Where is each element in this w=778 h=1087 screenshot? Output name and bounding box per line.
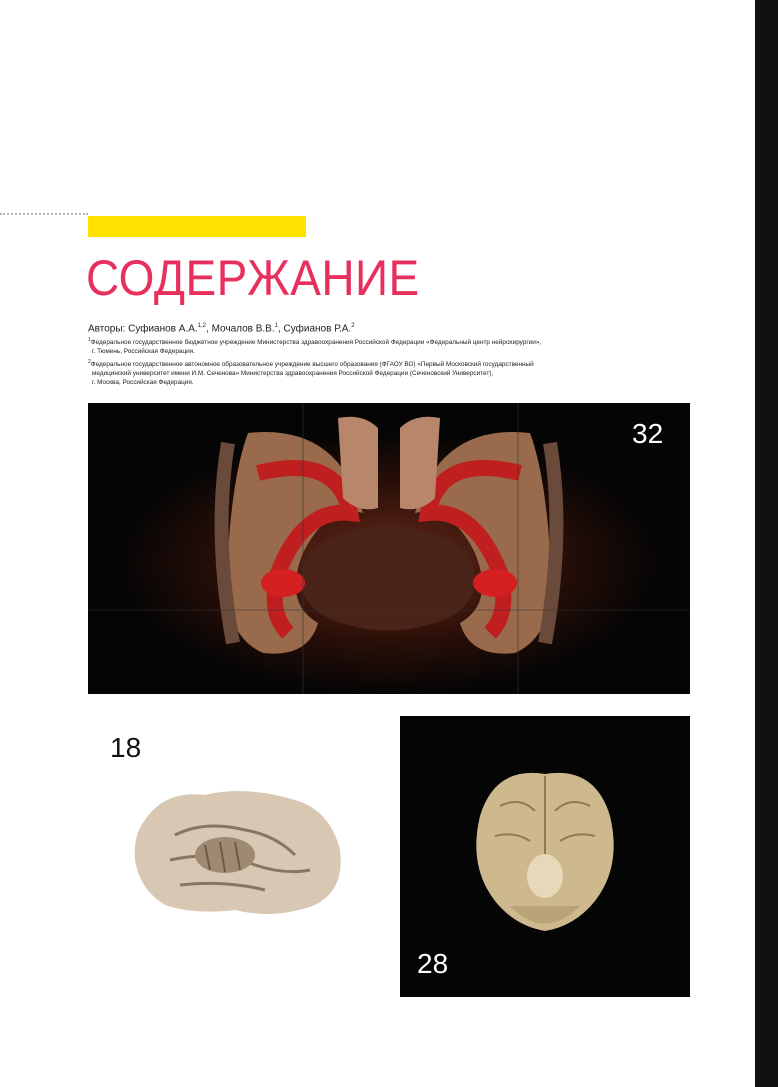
brain-insula-image [125,780,347,923]
affiliation-sup: 2 [88,359,91,365]
affiliation-text: г. Москва, Российская Федерация. [92,379,194,387]
brain-base-illustration[interactable] [400,716,690,997]
brain-dissection-image [88,403,690,694]
dotted-rule [0,213,88,215]
hippocampus-illustration[interactable] [88,403,690,694]
author-sup: 1 [274,323,278,329]
page-number-18[interactable]: 18 [110,732,142,763]
author-sup: 1,2 [197,323,207,329]
page-edge-bar [755,0,778,1087]
authors-line: Авторы: Суфианов А.А.$^{1,2}$, Мочалов В.В.$^1$, Суфианов Р.А.$^2$ [88,323,355,335]
affiliation-text: г. Тюмень, Российская Федерация. [92,348,195,356]
author-sup: 2 [351,323,355,329]
accent-bar [88,216,306,237]
author-name: Суфианов А.А. [128,323,198,335]
page-number-32[interactable]: 32 [632,418,664,449]
insula-illustration[interactable] [125,780,347,923]
affiliation-2 [88,358,738,387]
affiliation-text: Федеральное государственное бюджетное учреждение Министерства здравоохранения Российской Федерации «Федеральный центр нейрохирургии», [90,339,542,347]
author-name: Мочалов В.В. [211,323,275,335]
affiliation-text: Федеральное государственное автономное образовательное учреждение высшего образования (ФГАОУ ВО) «Первый Московский государственный [90,361,534,369]
page-title: СОДЕРЖАНИЕ [86,250,420,306]
affiliation-text: медицинский университет имени И.М. Сеченова» Министерства здравоохранения Российской Федерации (Сеченовский Университет), [92,370,494,378]
author-name: Суфианов Р.А. [283,323,352,335]
affiliation-1 [88,336,738,356]
authors-prefix: Авторы: [88,323,129,335]
affiliation-sup: 1 [88,337,91,343]
page-number-28[interactable]: 28 [417,948,449,979]
